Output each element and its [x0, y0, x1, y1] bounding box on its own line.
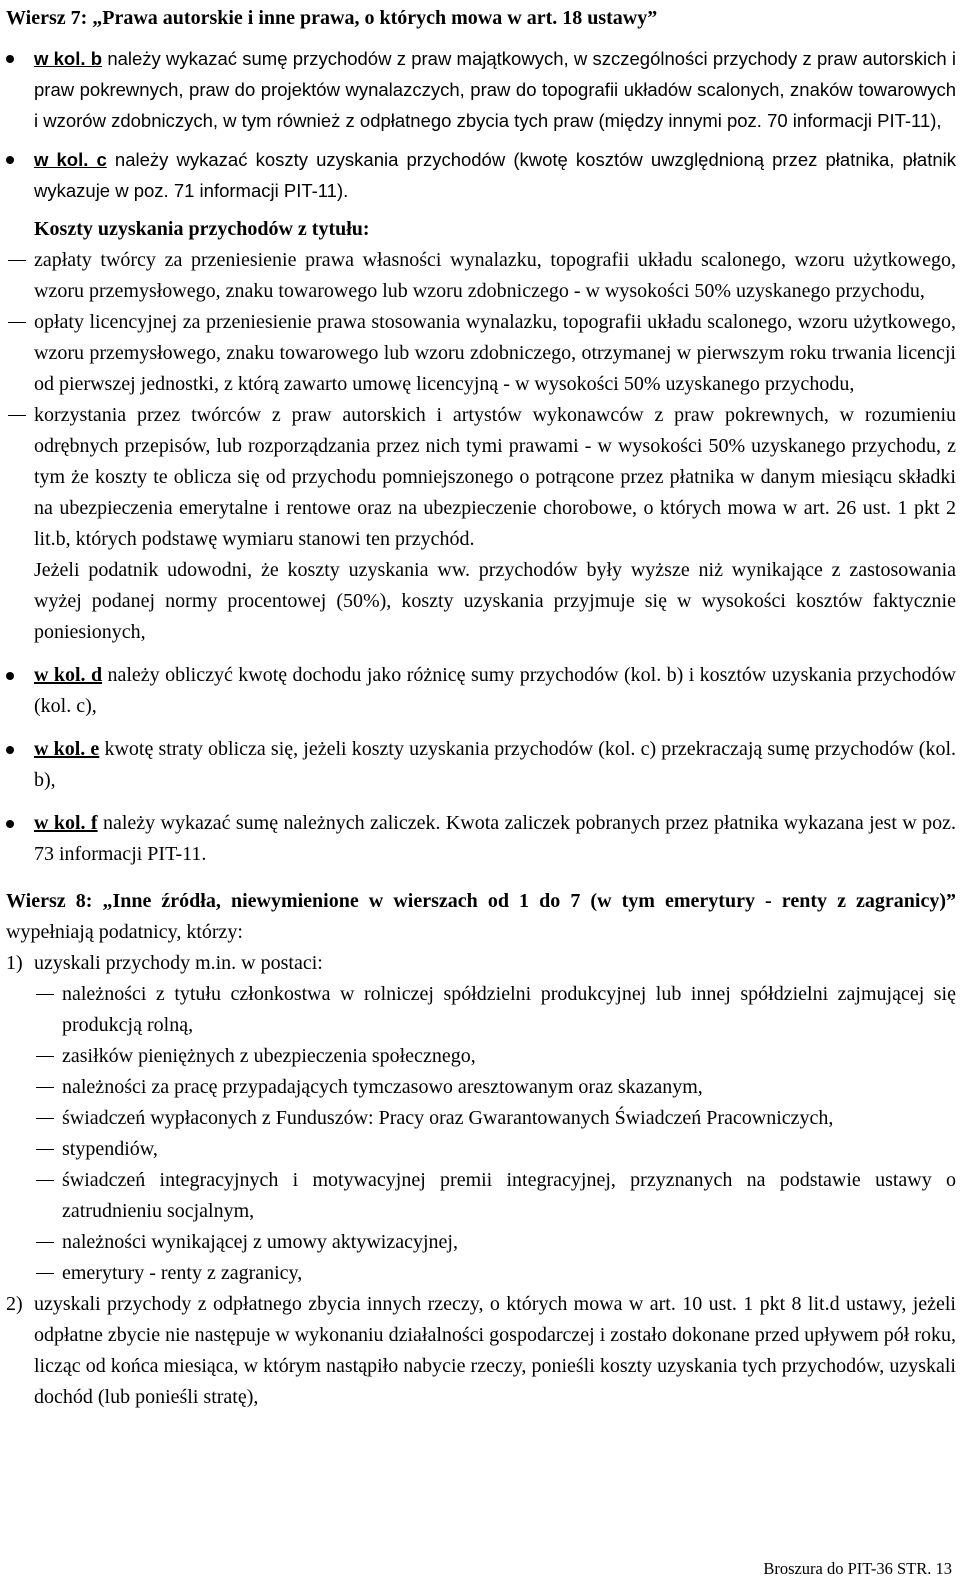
- column-label: w kol. c: [34, 149, 107, 170]
- income-text: stypendiów,: [62, 1138, 158, 1160]
- column-label: w kol. e: [34, 738, 100, 760]
- income-item: [34, 1258, 956, 1289]
- bullet-icon: [6, 820, 14, 828]
- income-item: [34, 1165, 956, 1227]
- income-text: emerytury - renty z zagranicy,: [62, 1262, 303, 1284]
- income-text: należności z tytułu członkostwa w rolniczej spółdzielni produkcyjnej lub innej spółdzielni zajmującej się produkcją rolną,: [62, 983, 956, 1036]
- dash-icon: [36, 1056, 54, 1057]
- income-text: świadczeń integracyjnych i motywacyjnej premii integracyjnej, przyznanych na podstawie ustawy o zatrudnieniu socjalnym,: [62, 1169, 956, 1222]
- costs-note: Jeżeli podatnik udowodni, że koszty uzyskania ww. przychodów były wyższe niż wynikające z zastosowania wyżej podanej normy procentowej (50%), koszty uzyskania przyjmuje się w wysokości kosztów faktycznie poniesionych,: [34, 559, 956, 643]
- bullet-icon: [6, 156, 14, 164]
- row7-item-b: [6, 43, 956, 136]
- income-item: [34, 1134, 956, 1165]
- row8-point-1-list: [6, 979, 956, 1289]
- dash-icon: [36, 1149, 54, 1150]
- row7-item-d: [6, 660, 956, 722]
- dash-icon: [8, 322, 26, 323]
- cost-item: [6, 245, 956, 307]
- row7-item-f: [6, 808, 956, 870]
- dash-icon: [36, 1242, 54, 1243]
- cost-text: zapłaty twórcy za przeniesienie prawa własności wynalazku, topografii układu scalonego, wzoru użytkowego, wzoru przemysłowego, znaku towarowego lub wzoru zdobniczego - w wysokości 50% uzyskanego przychodu,: [34, 249, 956, 302]
- row7-item-c: [6, 144, 956, 206]
- point-text: uzyskali przychody z odpłatnego zbycia innych rzeczy, o których mowa w art. 10 ust. 1 pkt 8 lit.d ustawy, jeżeli odpłatne zbycie nie następuje w wykonaniu działalności gospodarczej i zostało dokonane przed upływem pół roku, licząc od końca miesiąca, w którym nastąpiło nabycie rzeczy, ponieśli koszty uzyskania tych przychodów, uzyskali dochód (lub ponieśli stratę),: [34, 1293, 956, 1408]
- point-number: 2): [6, 1293, 23, 1315]
- income-item: [34, 1103, 956, 1134]
- cost-text: opłaty licencyjnej za przeniesienie prawa stosowania wynalazku, topografii układu scalonego, wzoru użytkowego, wzoru przemysłowego, znaku towarowego lub wzoru zdobniczego, otrzymanej w pierwszym roku trwania licencji od pierwszej jednostki, z którą zawarto umowę licencyjną - w wysokości 50% uzyskanego przychodu,: [34, 311, 956, 395]
- point-text: uzyskali przychody m.in. w postaci:: [34, 952, 323, 974]
- cost-item: [6, 307, 956, 400]
- point-number: 1): [6, 952, 23, 974]
- item-text: należy wykazać sumę przychodów z praw majątkowych, w szczególności przychody z praw autorskich i praw pokrewnych, praw do projektów wynalazczych, praw do topografii układów scalonych, znaków towarowych i wzorów zdobniczych, w tym również z odpłatnego zbycia tych praw (między innymi poz. 70 informacji PIT-11),: [34, 48, 957, 131]
- row8-heading: [6, 886, 956, 948]
- row8-heading-title: Wiersz 8: „Inne źródła, niewymienione w wierszach od 1 do 7 (w tym emerytury - renty z zagranicy)”: [6, 890, 956, 912]
- item-text: kwotę straty oblicza się, jeżeli koszty uzyskania przychodów (kol. c) przekraczają sumę przychodów (kol. b),: [34, 738, 956, 791]
- dash-icon: [36, 1118, 54, 1119]
- income-item: [34, 979, 956, 1041]
- dash-icon: [36, 994, 54, 995]
- bullet-icon: [6, 746, 14, 754]
- dash-icon: [36, 1180, 54, 1181]
- income-text: zasiłków pieniężnych z ubezpieczenia społecznego,: [62, 1045, 476, 1067]
- bullet-icon: [6, 672, 14, 680]
- income-item: [34, 1227, 956, 1258]
- income-text: świadczeń wypłaconych z Funduszów: Pracy oraz Gwarantowanych Świadczeń Pracowniczych,: [62, 1107, 834, 1129]
- dash-icon: [8, 260, 26, 261]
- dash-icon: [8, 415, 26, 416]
- row7-item-e: [6, 734, 956, 796]
- income-item: [34, 1072, 956, 1103]
- dash-icon: [36, 1273, 54, 1274]
- income-item: [34, 1041, 956, 1072]
- document-page: [6, 3, 956, 1413]
- page-footer: Broszura do PIT-36 STR. 13: [763, 1559, 952, 1578]
- row8-heading-tail: wypełniają podatnicy, którzy:: [6, 921, 243, 943]
- cost-text: korzystania przez twórców z praw autorskich i artystów wykonawców z praw pokrewnych, w rozumieniu odrębnych przepisów, lub rozporządzania przez nich tymi prawami - w wysokości 50% uzyskanego przychodu, z tym że koszty te oblicza się od przychodu pomniejszonego o potrącone przez płatnika w danym miesiącu składki na ubezpieczenia emerytalne i rentowe oraz na ubezpieczenie chorobowe, o których mowa w art. 26 ust. 1 pkt 2 lit.b, których podstawę wymiaru stanowi ten przychód.: [34, 404, 956, 550]
- costs-section: [6, 214, 956, 648]
- cost-item: [6, 400, 956, 555]
- bullet-icon: [6, 55, 14, 63]
- column-label: w kol. f: [34, 812, 98, 834]
- column-label: w kol. d: [34, 664, 103, 686]
- item-text: należy obliczyć kwotę dochodu jako różnicę sumy przychodów (kol. b) i kosztów uzyskania przychodów (kol. c),: [34, 664, 956, 717]
- income-text: należności za pracę przypadających tymczasowo aresztowanym oraz skazanym,: [62, 1076, 703, 1098]
- costs-heading: Koszty uzyskania przychodów z tytułu:: [34, 218, 370, 240]
- row8-point-2: [6, 1289, 956, 1413]
- column-label: w kol. b: [34, 48, 103, 69]
- dash-icon: [36, 1087, 54, 1088]
- row7-heading: Wiersz 7: „Prawa autorskie i inne prawa, o których mowa w art. 18 ustawy”: [6, 7, 658, 29]
- income-text: należności wynikającej z umowy aktywizacyjnej,: [62, 1231, 458, 1253]
- row8-point-1: [6, 948, 956, 979]
- item-text: należy wykazać koszty uzyskania przychodów (kwotę kosztów uwzględnioną przez płatnika, płatnik wykazuje w poz. 71 informacji PIT-11).: [34, 149, 956, 201]
- item-text: należy wykazać sumę należnych zaliczek. Kwota zaliczek pobranych przez płatnika wykazana jest w poz. 73 informacji PIT-11.: [34, 812, 956, 865]
